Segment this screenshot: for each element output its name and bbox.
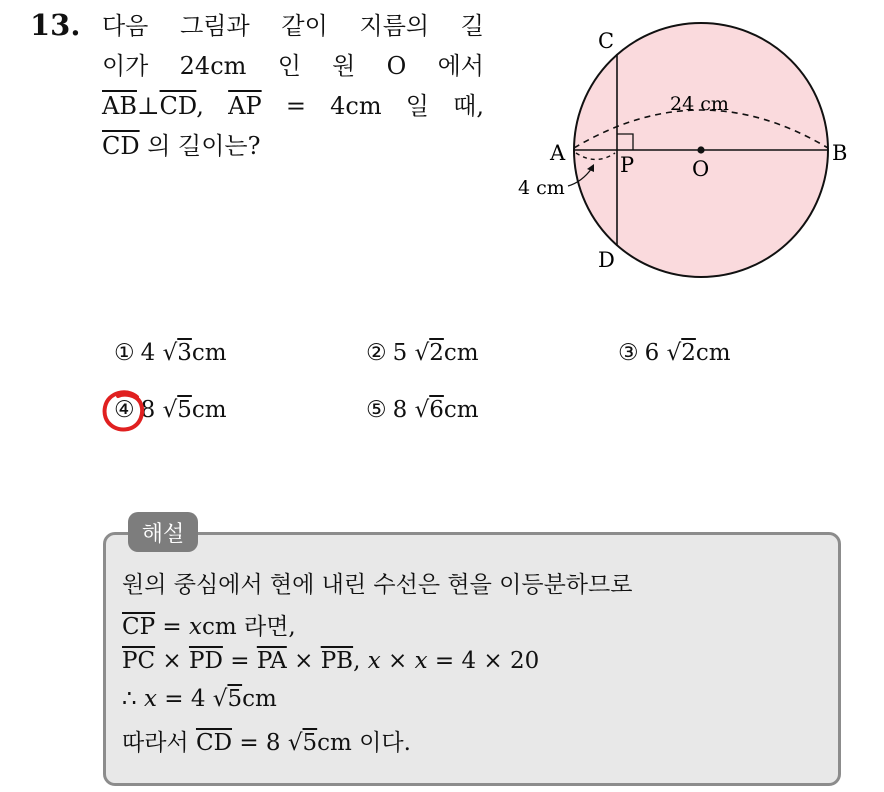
- sqrt-icon: √5: [287, 730, 318, 756]
- equals: =: [222, 648, 257, 674]
- comma: ,: [353, 648, 368, 674]
- sqrt-icon: √5: [162, 397, 192, 423]
- choice-1-coef: 4: [140, 340, 156, 366]
- segment-cd: $\overline{CD}$: [159, 92, 197, 120]
- comma: ,: [196, 92, 204, 120]
- choice-2-unit: cm: [443, 340, 479, 366]
- variable-x: x: [143, 686, 157, 712]
- variable-x: x: [188, 614, 202, 640]
- sqrt-icon: √5: [212, 686, 243, 712]
- choice-3[interactable]: [618, 340, 731, 366]
- therefore: ∴: [122, 686, 144, 712]
- choice-2-radicand: 2: [429, 340, 444, 366]
- choice-5-unit: cm: [443, 397, 479, 423]
- choice-1[interactable]: [114, 340, 227, 366]
- solution-line-5-pre: 따라서: [122, 730, 196, 756]
- segment-cp: $\overline{CP}$: [122, 614, 156, 640]
- circle-diagram: [510, 20, 860, 290]
- sqrt-icon: √3: [162, 340, 192, 366]
- label-p: P: [620, 153, 635, 177]
- variable-x: x: [414, 648, 428, 674]
- solution-line-3-tail: = 4 × 20: [427, 648, 540, 674]
- label-c: C: [598, 29, 615, 53]
- choice-4-number: ④: [114, 397, 135, 423]
- question-line-4-rest: 의 길이는?: [139, 132, 261, 160]
- question-line-2: 이가 24cm 인 원 O 에서: [102, 52, 484, 80]
- variable-x: x: [367, 648, 381, 674]
- question-line-4: [102, 126, 484, 166]
- equals: = 8: [232, 730, 288, 756]
- sqrt-icon: √2: [414, 340, 444, 366]
- label-a: A: [550, 141, 566, 165]
- solution-line-2: [122, 608, 296, 641]
- sqrt-icon: √2: [666, 340, 696, 366]
- segment-pc: $\overline{PC}$: [122, 648, 156, 674]
- sqrt-icon: √6: [414, 397, 444, 423]
- question-line-3: [102, 86, 484, 126]
- choice-5-number: ⑤: [366, 397, 387, 423]
- radicand: 5: [302, 730, 318, 756]
- segment-ab: $\overline{AB}$: [102, 92, 137, 120]
- label-d: D: [598, 248, 615, 272]
- choice-3-unit: cm: [695, 340, 731, 366]
- choice-1-number: ①: [114, 340, 135, 366]
- times: ×: [286, 648, 321, 674]
- choice-5-radicand: 6: [429, 397, 444, 423]
- choice-3-radicand: 2: [681, 340, 696, 366]
- choice-4-coef: 8: [140, 397, 156, 423]
- segment-cd: $\overline{CD}$: [195, 730, 233, 756]
- solution-line-1: 원의 중심에서 현에 내린 수선은 현을 이등분하므로: [122, 572, 633, 598]
- radicand: 5: [227, 686, 243, 712]
- diameter-length-label: 24 cm: [670, 93, 729, 115]
- solution-line-5-unit: cm 이다.: [317, 730, 411, 756]
- choice-1-radicand: 3: [177, 340, 192, 366]
- unit: cm: [242, 686, 277, 712]
- question-line-1: 다음 그림과 같이 지름의 길: [102, 12, 484, 40]
- choice-5[interactable]: [366, 397, 479, 423]
- equals: = 4: [156, 686, 213, 712]
- question-number: 13.: [30, 8, 81, 42]
- choice-4-radicand: 5: [177, 397, 192, 423]
- segment-cd: $\overline{CD}$: [102, 132, 140, 160]
- times: ×: [155, 648, 189, 674]
- answer-circle-mark: [101, 388, 147, 434]
- solution-line-2-rest: cm 라면,: [201, 614, 296, 640]
- solution-line-3: [122, 648, 539, 674]
- segment-pd: $\overline{PD}$: [188, 648, 223, 674]
- choice-4-unit: cm: [191, 397, 227, 423]
- times: ×: [380, 648, 415, 674]
- choice-3-coef: 6: [644, 340, 660, 366]
- center-point: [697, 146, 704, 153]
- solution-tag: 해설: [128, 512, 198, 552]
- segment-ap: $\overline{AP}$: [228, 92, 262, 120]
- choice-5-coef: 8: [392, 397, 408, 423]
- segment-pa: $\overline{PA}$: [256, 648, 287, 674]
- solution-line-5: [122, 724, 411, 757]
- equals: =: [155, 614, 189, 640]
- choice-1-unit: cm: [191, 340, 227, 366]
- choice-2[interactable]: [366, 340, 479, 366]
- choice-2-coef: 5: [392, 340, 408, 366]
- choice-2-number: ②: [366, 340, 387, 366]
- solution-line-4: [122, 686, 277, 712]
- label-o: O: [692, 157, 710, 181]
- question-line-3-rest: = 4cm 일 때,: [285, 92, 484, 120]
- segment-pb: $\overline{PB}$: [320, 648, 354, 674]
- perp-symbol: ⊥: [136, 92, 160, 120]
- label-b: B: [832, 141, 848, 165]
- choice-3-number: ③: [618, 340, 639, 366]
- ap-length-label: 4 cm: [518, 177, 565, 199]
